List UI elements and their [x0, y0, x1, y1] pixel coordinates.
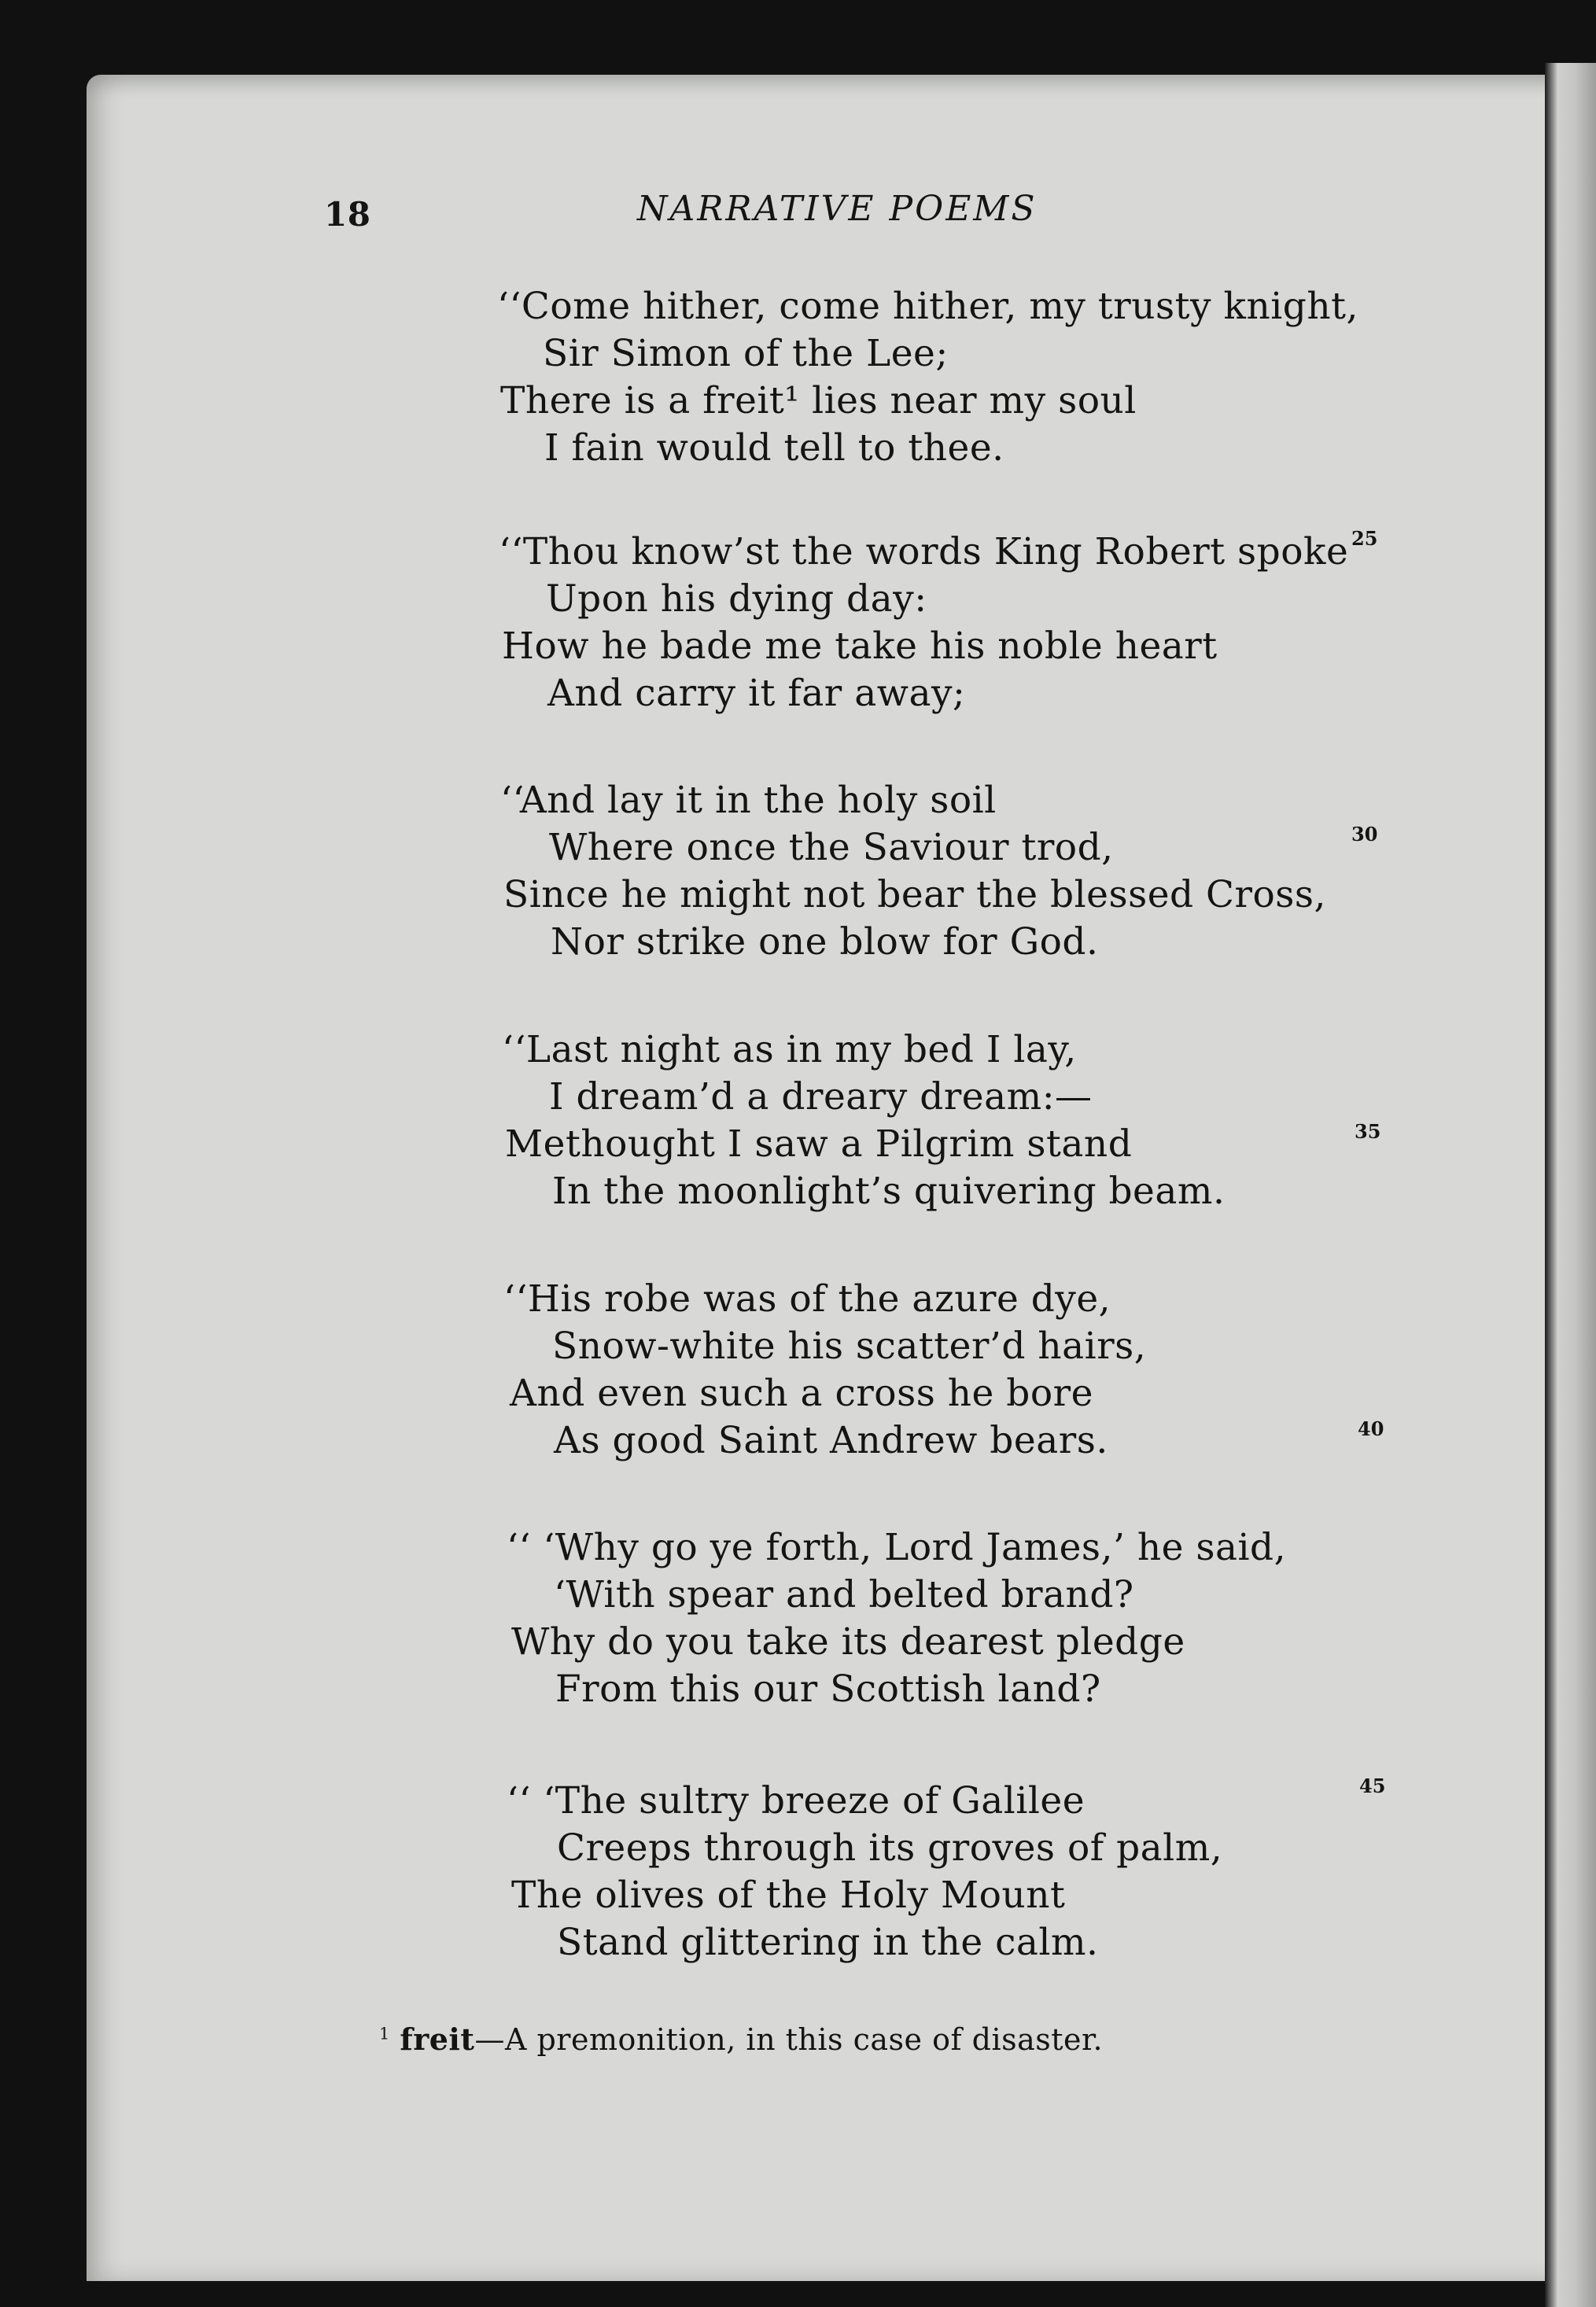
poem-line: I dream’d a dreary dream:—	[549, 1075, 1093, 1118]
poem-line: ‘‘ ‘The sultry breeze of Galilee	[507, 1779, 1086, 1822]
poem-line: ‘‘ ‘Why go ye forth, Lord James,’ he said,	[507, 1526, 1287, 1569]
footnote-term: freit	[400, 2021, 475, 2057]
poem-line: Creeps through its groves of palm,	[557, 1826, 1223, 1870]
poem-line: ‘‘His robe was of the azure dye,	[503, 1277, 1111, 1321]
poem-line: ‘‘Last night as in my bed I lay,	[502, 1028, 1077, 1071]
poem-line: ‘‘Come hither, come hither, my trusty knight,	[497, 285, 1358, 328]
poem-line: As good Saint Andrew bears.	[554, 1419, 1108, 1462]
poem-line: ‘‘And lay it in the holy soil	[500, 779, 997, 822]
poem-line: Upon his dying day:	[546, 577, 927, 621]
book-gutter	[1545, 63, 1596, 2307]
footnote	[379, 2021, 1103, 2057]
poem-line: Snow-white his scatter’d hairs,	[552, 1325, 1147, 1368]
line-number: 25	[1351, 527, 1378, 550]
poem-line: Methought I saw a Pilgrim stand	[505, 1122, 1133, 1166]
running-head: NARRATIVE POEMS	[637, 189, 1038, 229]
line-number: 45	[1359, 1774, 1386, 1797]
poem-line: ‘‘Thou know’st the words King Robert spoke	[499, 530, 1349, 573]
poem-line: Why do you take its dearest pledge	[511, 1620, 1185, 1664]
poem-line: In the moonlight’s quivering beam.	[552, 1170, 1226, 1213]
poem-line: Nor strike one blow for God.	[551, 920, 1099, 964]
footnote-marker: 1	[379, 2024, 390, 2044]
poem-line: The olives of the Holy Mount	[511, 1874, 1066, 1917]
page-number: 18	[324, 195, 371, 234]
poem-line: There is a freit¹ lies near my soul	[500, 379, 1137, 422]
poem-line: I fain would tell to thee.	[544, 426, 1004, 470]
poem-line: And even such a cross he bore	[510, 1372, 1093, 1415]
poem-line: Sir Simon of the Lee;	[543, 332, 949, 375]
poem-line: ‘With spear and belted brand?	[554, 1573, 1134, 1616]
line-number: 40	[1358, 1417, 1384, 1440]
poem-line: From this our Scottish land?	[555, 1668, 1101, 1711]
footnote-text: —A premonition, in this case of disaster.	[474, 2022, 1104, 2057]
poem-line: Since he might not bear the blessed Cross,	[503, 873, 1326, 916]
line-number: 35	[1355, 1120, 1381, 1143]
line-number: 30	[1351, 823, 1378, 846]
poem-line: Where once the Saviour trod,	[549, 826, 1114, 869]
poem-line: How he bade me take his noble heart	[502, 625, 1218, 668]
poem-line: And carry it far away;	[547, 672, 966, 715]
poem-line: Stand glittering in the calm.	[557, 1921, 1099, 1964]
